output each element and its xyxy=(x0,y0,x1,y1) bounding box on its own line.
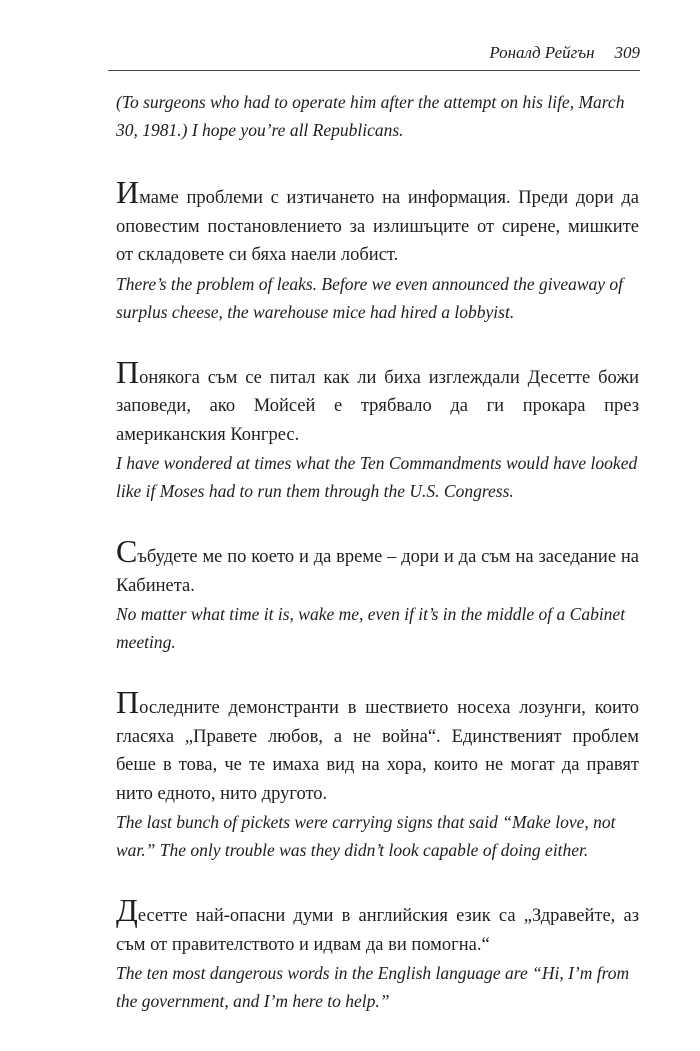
quote-bulgarian-text: маме проблеми с изтичането на информация. Преди дори да оповестим постановлението за излишъците от сирене, мишките от складовете си бяха наели лобист. xyxy=(116,188,639,265)
page-content xyxy=(116,88,639,1051)
running-title: Роналд Рейгън xyxy=(489,43,595,62)
page-number: 309 xyxy=(614,43,640,62)
running-header xyxy=(108,40,640,71)
initial-letter: Д xyxy=(116,892,138,928)
quote-bulgarian-text: оследните демонстранти в шествието носеха лозунги, които гласяха „Правете любов, а не война“. Единственият проблем беше в това, че те имаха вид на хора, които не могат да правят нито едното, нито другото. xyxy=(116,698,639,804)
quote-bulgarian-text: есетте най-опасни думи в английския език са „Здравейте, аз съм от правителството и идвам да ви помогна.“ xyxy=(116,906,639,955)
quote-bulgarian xyxy=(116,533,639,600)
quote-block xyxy=(116,892,639,1015)
quote-bulgarian xyxy=(116,892,639,959)
quote-block xyxy=(116,533,639,656)
quote-bulgarian xyxy=(116,174,639,270)
quote-bulgarian-text: онякога съм се питал как ли биха изглеждали Десетте божи заповеди, ако Мойсей е трябвало да ги прокара през американския Конгрес. xyxy=(116,367,639,445)
quote-english: No matter what time it is, wake me, even if it’s in the middle of a Cabinet meeting. xyxy=(116,604,626,652)
quote-bulgarian xyxy=(116,353,639,450)
quote-bulgarian xyxy=(116,684,639,808)
quote-english: The ten most dangerous words in the English language are “Hi, I’m from the government, and I’m here to help.” xyxy=(116,963,630,1011)
quote-bulgarian-text: ъбудете ме по което и да време – дори и да съм на заседание на Кабинета. xyxy=(116,547,639,596)
opening-quote-note: (To surgeons who had to operate him after the attempt on his life, March 30, 1981.) I hope you’re all Republicans. xyxy=(116,92,625,140)
initial-letter: И xyxy=(116,174,140,210)
quote-block xyxy=(116,174,639,326)
quote-block xyxy=(116,353,639,506)
quote-english: There’s the problem of leaks. Before we even announced the giveaway of surplus cheese, the warehouse mice had hired a lobbyist. xyxy=(116,273,624,322)
initial-letter: П xyxy=(116,684,140,720)
quote-english: The last bunch of pickets were carrying signs that said “Make love, not war.” The only trouble was they didn’t look capable of doing either. xyxy=(116,812,616,860)
quote-english: I have wondered at times what the Ten Commandments would have looked like if Moses had to run them through the U.S. Congress. xyxy=(116,453,638,501)
quote-block xyxy=(116,684,639,864)
initial-letter: П xyxy=(116,353,140,390)
initial-letter: С xyxy=(116,533,138,569)
